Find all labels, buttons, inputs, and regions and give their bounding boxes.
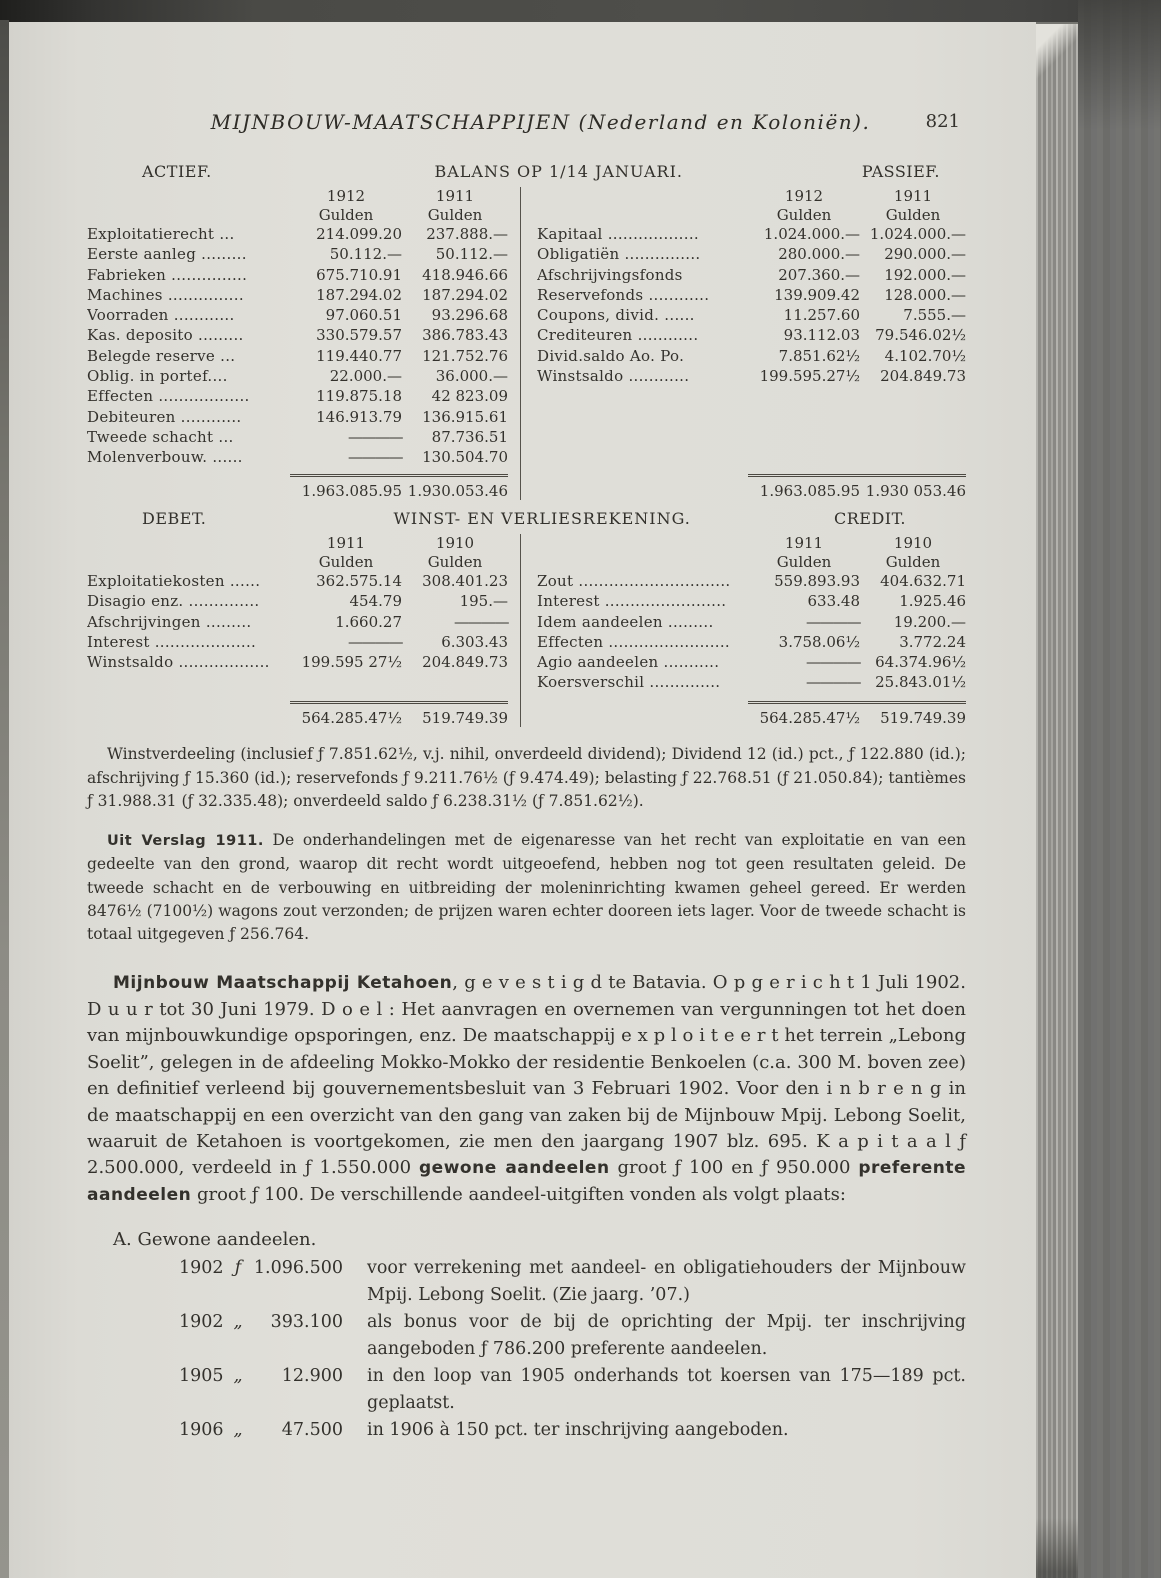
issue-year: 1902 — [179, 1258, 224, 1279]
year-label: 1911 — [784, 534, 824, 552]
issue-description: in 1906 à 150 pct. ter inschrijving aangeboden. — [367, 1420, 789, 1441]
year-label: 1912 — [784, 187, 824, 205]
row-value-col1: 330.579.57 — [316, 326, 402, 345]
row-value-col2: 418.946.66 — [422, 265, 508, 284]
row-label: Molenverbouw. ...... — [87, 448, 243, 467]
row-value-col1: 675.710.91 — [316, 265, 402, 284]
currency-header-row — [537, 553, 966, 572]
table-row — [87, 633, 508, 653]
balance-sheet — [87, 162, 966, 500]
row-value-col2: 121.752.76 — [422, 346, 508, 365]
currency-header-row — [537, 206, 966, 225]
row-label: Eerste aanleg ......... — [87, 245, 247, 264]
year-label: 1911 — [326, 534, 366, 552]
row-value-col2: 130.504.70 — [422, 448, 508, 467]
row-label: Disagio enz. .............. — [87, 592, 260, 611]
year-header-row — [87, 534, 508, 553]
table-row — [87, 448, 508, 468]
row-value-col1: 280.000.— — [778, 245, 860, 264]
table-row — [537, 633, 966, 653]
row-label: Afschrijvingen ......... — [87, 612, 252, 631]
table-row — [87, 408, 508, 428]
total-col2: 519.749.39 — [422, 709, 508, 727]
issue-currency-mark: „ — [233, 1420, 243, 1441]
year-header-row — [537, 187, 966, 206]
issue-amount: 12.900 — [281, 1366, 343, 1387]
row-value-col2: 290.000.— — [884, 245, 966, 264]
row-value-col2: 6.303.43 — [441, 632, 508, 651]
balance-actief-column — [87, 187, 521, 500]
total-col1: 564.285.47½ — [301, 709, 402, 727]
row-label: Debiteuren ............ — [87, 407, 242, 426]
table-row — [537, 286, 966, 306]
table-row — [87, 266, 508, 286]
currency-header-row — [87, 553, 508, 572]
table-row — [87, 653, 508, 673]
credit-totals — [537, 701, 966, 727]
text-run: De onderhandelingen met de eigenaresse van het recht van exploitatie en van een gedeelte van den grond, waarop dit recht wordt uitgeoefend, hebben nog tot geen resultaten geleid. De tweede schacht en de verbouwing en uitbreiding der moleninrichting kwamen geheel gereed. Er werden 8476½ (7100½) wagons zout verzonden; de prijzen waren echter dooreen iets lager. Voor de tweede schacht is totaal uitgegeven ƒ 256.764. — [87, 831, 966, 944]
share-issue-item — [179, 1309, 966, 1363]
row-value-col1: 50.112.— — [329, 245, 402, 264]
debet-rows — [87, 572, 508, 697]
issue-year: 1906 — [179, 1420, 224, 1441]
row-value-col2: 1.925.46 — [899, 592, 966, 611]
share-issue-item — [179, 1417, 966, 1444]
text-run: groot ƒ 100. De verschillende aandeel-uitgiften vonden als volgt plaats: — [191, 1183, 846, 1205]
row-value-col2: 1.024.000.— — [869, 225, 966, 243]
row-value-col1: 362.575.14 — [316, 572, 402, 590]
table-row — [87, 387, 508, 407]
balance-passief-column — [521, 187, 966, 500]
passief-heading: PASSIEF. — [861, 162, 940, 181]
row-value-col1: ———— — [348, 632, 402, 651]
year-header-row — [537, 534, 966, 553]
row-label: Interest .................... — [87, 632, 257, 651]
text-run: preferente aandeelen — [87, 1158, 966, 1205]
row-value-col2: 93.296.68 — [431, 306, 508, 325]
row-value-col1: 199.595.27½ — [759, 367, 860, 386]
row-label: Exploitatierecht ... — [87, 225, 235, 243]
table-row — [537, 326, 966, 346]
currency-header-row — [87, 206, 508, 225]
row-value-col2: 42 823.09 — [431, 387, 508, 406]
table-row — [537, 225, 966, 245]
row-value-col2: 3.772.24 — [899, 632, 966, 651]
row-label: Winstsaldo ............ — [537, 367, 690, 386]
table-row — [87, 613, 508, 633]
row-value-col1: 454.79 — [349, 592, 402, 611]
row-value-col2: 204.849.73 — [880, 367, 966, 386]
row-value-col1: 93.112.03 — [783, 326, 860, 345]
row-value-col2: 195.— — [459, 592, 508, 611]
currency-label: Gulden — [427, 553, 483, 571]
row-label: Afschrijvingsfonds — [537, 265, 683, 284]
issue-currency-mark: „ — [233, 1312, 243, 1333]
row-label: Kas. deposito ......... — [87, 326, 244, 345]
row-label: Obligatiën ............... — [537, 245, 701, 264]
total-col2: 519.749.39 — [880, 709, 966, 727]
row-label: Belegde reserve ... — [87, 346, 236, 365]
row-value-col2: 19.200.— — [893, 612, 966, 631]
winst-verlies-heading: WINST- EN VERLIESREKENING. — [393, 509, 691, 528]
passief-totals — [537, 474, 966, 500]
row-value-col2: 204.849.73 — [422, 653, 508, 672]
balans-heading: BALANS OP 1/14 JANUARI. — [434, 162, 683, 181]
table-row — [537, 347, 966, 367]
table-row — [87, 592, 508, 612]
scan-left-edge — [0, 20, 9, 1578]
text-run: , g e v e s t i g d te Batavia. O p g e r i c h t 1 Juli 1902. D u u r tot 30 Juni 1979. D o e l : Het aanvragen en overnemen van vergunningen tot het doen van mijnbouwkundige opsporingen, enz. De maatschappij e x p l o i t e e r t het terrein „Lebong Soelit”, gelegen in de afdeeling Mokko-Mokko der residentie Benkoelen (c.a. 300 M. boven zee) en definitief verleend bij gouvernementsbesluit van 3 Februari 1902. Voor den i n b r e n g in de maatschappij en een overzicht van den gang van zaken bij de Mijnbouw Mpij. Lebong Soelit, waaruit de Ketahoen is voortgekomen, zie men den jaargang 1907 blz. 695. K a p i t a a l ƒ 2.500.000, verdeeld in ƒ 1.550.000 — [87, 972, 966, 1179]
row-label: Idem aandeelen ......... — [537, 612, 714, 631]
row-value-col1: 97.060.51 — [325, 306, 402, 325]
row-value-col2: ———— — [454, 612, 508, 631]
table-row — [537, 613, 966, 633]
passief-rows — [537, 225, 966, 470]
table-row — [537, 367, 966, 387]
row-value-col2: 4.102.70½ — [884, 346, 966, 365]
issue-currency-mark: „ — [233, 1366, 243, 1387]
text-run: Winstverdeeling (inclusief ƒ 7.851.62½, v.j. nihil, onverdeeld dividend); Dividend 12 (id.) pct., ƒ 122.880 (id.); afschrijving ƒ 15.360 (id.); reservefonds ƒ 9.211.76½ (ƒ 9.474.49); belasting ƒ 22.768.51 (ƒ 21.050.84); tantièmes ƒ 31.988.31 (ƒ 32.335.48); onverdeeld saldo ƒ 6.238.31½ (ƒ 7.851.62½). — [87, 745, 966, 810]
actief-rows — [87, 225, 508, 470]
row-value-col1: 559.893.93 — [774, 572, 860, 590]
table-row — [87, 225, 508, 245]
verslag-1911-paragraph — [87, 829, 966, 946]
row-label: Kapitaal .................. — [537, 225, 699, 243]
total-col1: 1.963.085.95 — [301, 482, 402, 500]
issue-year: 1902 — [179, 1312, 224, 1333]
winstverdeeling-paragraph — [87, 743, 966, 814]
row-value-col1: 207.360.— — [778, 265, 860, 284]
share-issue-item — [179, 1363, 966, 1417]
row-value-col1: 187.294.02 — [316, 285, 402, 304]
row-value-col1: 146.913.79 — [316, 407, 402, 426]
credit-heading: CREDIT. — [833, 509, 906, 528]
table-row — [87, 367, 508, 387]
issue-description: als bonus voor de bij de oprichting der Mpij. ter inschrijving aangeboden ƒ 786.200 preferente aandeelen. — [367, 1312, 966, 1360]
row-value-col2: 87.736.51 — [431, 427, 508, 446]
row-label: Effecten .................. — [87, 387, 250, 406]
row-value-col1: 3.758.06½ — [778, 632, 860, 651]
row-label: Crediteuren ............ — [537, 326, 699, 345]
currency-label: Gulden — [318, 553, 374, 571]
row-value-col2: 79.546.02½ — [875, 326, 966, 345]
issue-description: in den loop van 1905 onderhands tot koersen van 175—189 pct. geplaatst. — [367, 1366, 966, 1414]
row-label: Oblig. in portef.... — [87, 367, 228, 386]
issue-amount: 1.096.500 — [253, 1258, 343, 1279]
table-row — [537, 673, 966, 693]
row-value-col1: ———— — [806, 653, 860, 672]
year-label: 1912 — [326, 187, 366, 205]
table-row — [87, 286, 508, 306]
table-row — [537, 266, 966, 286]
row-value-col1: ———— — [348, 448, 402, 467]
book-page-edges — [1036, 24, 1078, 1578]
actief-totals — [87, 474, 508, 500]
row-value-col2: 7.555.— — [903, 306, 966, 325]
year-label: 1911 — [893, 187, 933, 205]
year-label: 1910 — [893, 534, 933, 552]
row-value-col2: 25.843.01½ — [875, 673, 966, 692]
row-value-col2: 136.915.61 — [422, 407, 508, 426]
row-value-col1: 22.000.— — [329, 367, 402, 386]
row-label: Winstsaldo .................. — [87, 653, 270, 672]
row-value-col2: 36.000.— — [435, 367, 508, 386]
row-label: Exploitatiekosten ...... — [87, 572, 261, 590]
year-label: 1911 — [435, 187, 475, 205]
issue-amount: 47.500 — [281, 1420, 343, 1441]
row-value-col1: ———— — [348, 427, 402, 446]
credit-rows — [537, 572, 966, 697]
debet-totals — [87, 701, 508, 727]
table-row — [537, 653, 966, 673]
row-label: Koersverschil .............. — [537, 673, 721, 692]
currency-label: Gulden — [776, 206, 832, 224]
currency-label: Gulden — [885, 206, 941, 224]
book-fore-edge — [1078, 0, 1161, 1578]
currency-label: Gulden — [885, 553, 941, 571]
table-row — [537, 306, 966, 326]
table-row — [87, 572, 508, 592]
share-issue-list — [87, 1255, 966, 1444]
row-label: Zout .............................. — [537, 572, 731, 590]
row-label: Agio aandeelen ........... — [537, 653, 720, 672]
row-value-col1: 11.257.60 — [783, 306, 860, 325]
balance-body — [87, 187, 966, 500]
table-row — [537, 245, 966, 265]
year-label: 1910 — [435, 534, 475, 552]
issue-year: 1905 — [179, 1366, 224, 1387]
row-label: Machines ............... — [87, 285, 244, 304]
row-label: Voorraden ............ — [87, 306, 235, 325]
row-value-col2: 237.888.— — [426, 225, 508, 243]
table-row — [537, 572, 966, 592]
share-list-heading: A. Gewone aandeelen. — [113, 1229, 317, 1251]
issue-currency-mark: ƒ — [234, 1258, 242, 1279]
row-label: Fabrieken ............... — [87, 265, 248, 284]
row-value-col1: 1.024.000.— — [763, 225, 860, 243]
row-value-col2: 386.783.43 — [422, 326, 508, 345]
row-value-col2: 308.401.23 — [422, 572, 508, 590]
share-issue-item — [179, 1255, 966, 1309]
table-row — [87, 245, 508, 265]
table-row — [87, 326, 508, 346]
actief-heading: ACTIEF. — [142, 162, 212, 181]
table-row — [537, 592, 966, 612]
issue-amount: 393.100 — [270, 1312, 343, 1333]
pnl-debet-column — [87, 534, 521, 727]
row-value-col1: 214.099.20 — [316, 225, 402, 243]
issue-description: voor verrekening met aandeel- en obligatiehouders der Mijnbouw Mpij. Lebong Soelit. (Zie jaarg. ’07.) — [367, 1258, 966, 1306]
row-value-col2: 64.374.96½ — [875, 653, 966, 672]
currency-label: Gulden — [427, 206, 483, 224]
row-value-col2: 128.000.— — [884, 285, 966, 304]
row-value-col1: ———— — [806, 673, 860, 692]
ketahoen-company-paragraph — [87, 970, 966, 1208]
total-col2: 1.930.053.46 — [407, 482, 508, 500]
scan-top-band — [0, 0, 1161, 22]
row-value-col1: 119.440.77 — [316, 346, 402, 365]
page-number: 821 — [925, 111, 960, 132]
row-value-col2: 50.112.— — [435, 245, 508, 264]
pnl-credit-column — [521, 534, 966, 727]
balance-headings — [87, 162, 966, 181]
row-value-col2: 187.294.02 — [422, 285, 508, 304]
text-run: groot ƒ 100 en ƒ 950.000 — [609, 1157, 859, 1179]
text-run: Uit Verslag 1911. — [107, 833, 264, 849]
book-page — [9, 22, 1036, 1578]
table-row — [87, 428, 508, 448]
row-value-col1: ———— — [806, 612, 860, 631]
year-header-row — [87, 187, 508, 206]
currency-label: Gulden — [776, 553, 832, 571]
row-value-col2: 404.632.71 — [880, 572, 966, 590]
row-value-col1: 1.660.27 — [335, 612, 402, 631]
profit-loss-statement — [87, 509, 966, 727]
currency-label: Gulden — [318, 206, 374, 224]
table-row — [87, 306, 508, 326]
row-value-col1: 7.851.62½ — [778, 346, 860, 365]
total-col1: 564.285.47½ — [759, 709, 860, 727]
table-row — [87, 347, 508, 367]
row-label: Effecten ........................ — [537, 632, 730, 651]
row-label: Reservefonds ............ — [537, 285, 710, 304]
row-value-col1: 633.48 — [807, 592, 860, 611]
text-run: gewone aandeelen — [419, 1158, 610, 1179]
page-header — [87, 110, 966, 134]
row-label: Tweede schacht ... — [87, 427, 234, 446]
running-title: MIJNBOUW-MAATSCHAPPIJEN (Nederland en Koloniën). — [210, 110, 871, 134]
row-value-col1: 119.875.18 — [316, 387, 402, 406]
row-label: Divid.saldo Ao. Po. — [537, 346, 685, 365]
page-content — [9, 22, 1036, 1444]
debet-heading: DEBET. — [142, 509, 207, 528]
total-col1: 1.963.085.95 — [759, 482, 860, 500]
row-value-col1: 139.909.42 — [774, 285, 860, 304]
row-label: Coupons, divid. ...... — [537, 306, 695, 325]
row-value-col2: 192.000.— — [884, 265, 966, 284]
row-label: Interest ........................ — [537, 592, 727, 611]
text-run: Mijnbouw Maatschappij Ketahoen — [113, 973, 453, 994]
pnl-headings — [87, 509, 966, 528]
pnl-body — [87, 534, 966, 727]
row-value-col1: 199.595 27½ — [301, 653, 402, 672]
total-col2: 1.930 053.46 — [865, 482, 966, 500]
